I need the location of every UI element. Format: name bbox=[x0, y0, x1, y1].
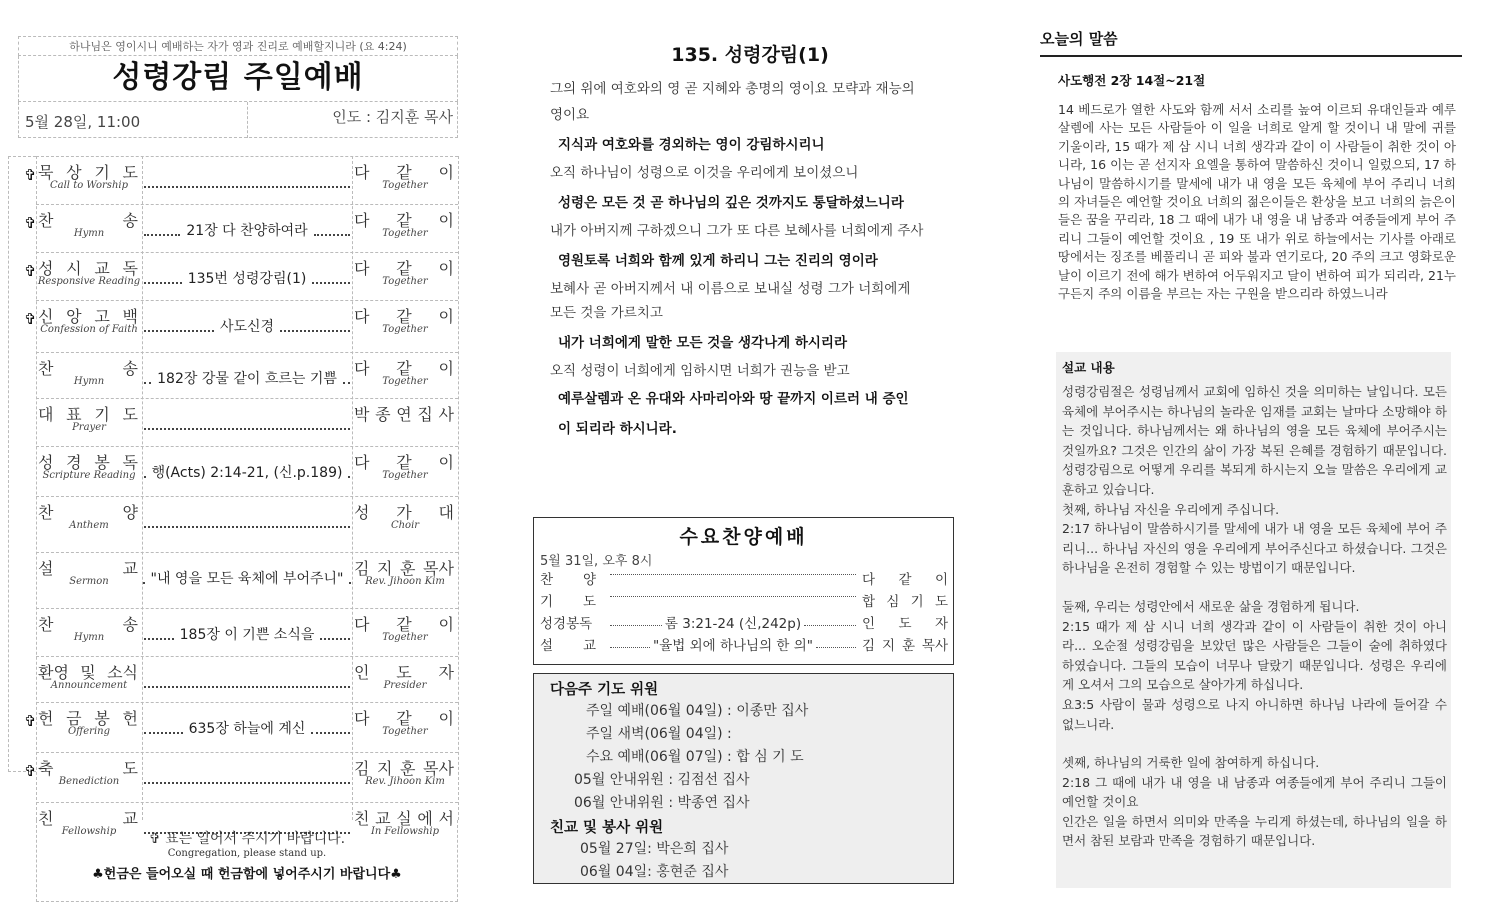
sermon-paragraph: 성령강림절은 성령님께서 교회에 임하신 것을 의미하는 날입니다. 모든 육체에 부어주시는 하나님의 놀라운 임재를 교회는 날마다 소망해야 하는 것입니다. 하나님께서는 왜 하나님의 영을 모든 육체에 부어주시는 것일까요? 그것은 인간의 삶이 가장 복된 은혜를 경험하기 때문입니다. 성령강림으로 어떻게 우리를 복되게 하시는지 오늘 말씀은 우리에게 교훈하고 있습니다. bbox=[1062, 384, 1447, 497]
label-glyph: 인 bbox=[862, 616, 876, 632]
column-divider bbox=[36, 156, 37, 820]
service-item-detail-text: 185장 이 기쁜 소식을 bbox=[179, 627, 315, 643]
standing-cross-icon: ✞ bbox=[24, 166, 37, 184]
label-glyph: 다 bbox=[354, 259, 370, 278]
sermon-paragraph: 둘째, 우리는 성령안에서 새로운 삶을 경험하게 됩니다. bbox=[1062, 598, 1360, 614]
service-item-detail bbox=[142, 498, 352, 546]
label-glyph: 도 bbox=[934, 594, 948, 610]
standing-cross-icon: ✞ bbox=[24, 762, 37, 780]
label-glyph: 다 bbox=[354, 709, 370, 728]
service-date: 5월 28일, 11:00 bbox=[25, 113, 141, 131]
sermon-summary bbox=[1056, 352, 1451, 888]
service-item-person-english: Together bbox=[382, 726, 428, 737]
service-item-row bbox=[24, 158, 458, 206]
label-glyph: 이 bbox=[438, 259, 454, 278]
dotted-leader bbox=[610, 596, 856, 597]
dotted-leader bbox=[320, 638, 350, 640]
label-glyph: 성 bbox=[354, 503, 370, 522]
label-glyph: 목사 bbox=[423, 559, 454, 578]
label-glyph: 훈 bbox=[400, 759, 416, 778]
service-item-english: Announcement bbox=[50, 680, 128, 691]
label-glyph: 이 bbox=[934, 572, 948, 588]
passage-text: 14 베드로가 열한 사도와 함께 서서 소리를 높여 이르되 유대인들과 예루살렘에 사는 모든 사람들아 이 일을 너희로 알게 할 것이니 내 말에 귀를 기울이라, 15 때가 제 삼 시니 너희 생각과 같이 이 사람들이 취한 것이 아니라, 16 이는 곧 선지자 요엘을 통하여 말씀하신 것이니 일렀으되, 17 하나님이 말씀하시기를 말세에 내가 내 영을 모든 육체에 부어 주리니 너희의 자녀들은 예언할 것이요 너희의 젊은이들은 환상을 보고 너희의 늙은이들은 꿈을 꾸리라, 18 그 때에 내가 내 영을 내 남종과 여종들에게 부어 주리니 그들이 예언할 것이요 , 19 또 내가 위로 하늘에서는 기사를 아래로 땅에서는 징조를 베풀리니 곧 피와 불과 연기로다, 20 주의 크고 영화로운 날이 이르기 전에 해가 변하여 어두워지고 달이 변하여 피가 되리라, 21누구든지 주의 이름을 부르는 자는 구원을 받으리라 하였느니라 bbox=[1058, 102, 1457, 302]
standing-marker-column bbox=[8, 156, 36, 772]
label-glyph: 서 bbox=[438, 809, 454, 828]
service-item-detail bbox=[142, 206, 352, 254]
service-item-english: Prayer bbox=[72, 422, 106, 433]
service-item-english: Anthem bbox=[69, 520, 109, 531]
reading-leader-line: 보혜사 곧 아버지께서 내 이름으로 보내실 성령 그가 너희에게 bbox=[550, 281, 911, 297]
label-glyph: 신 bbox=[38, 307, 54, 326]
wednesday-item-detail bbox=[610, 634, 856, 654]
label-glyph: 친 bbox=[354, 809, 370, 828]
dotted-leader bbox=[610, 574, 856, 575]
label-glyph: 훈 bbox=[400, 559, 416, 578]
label-glyph: 같 bbox=[898, 572, 912, 588]
service-item-person-english: Together bbox=[382, 470, 428, 481]
label-glyph: 이 bbox=[438, 615, 454, 634]
label-glyph: 봉 bbox=[94, 709, 110, 728]
service-item-person-english: Together bbox=[382, 632, 428, 643]
label-glyph: 에 bbox=[417, 809, 433, 828]
column-divider bbox=[352, 156, 353, 820]
sermon-paragraph: 2:15 때가 제 삼 시니 너희 생각과 같이 이 사람들이 취한 것이 아니라... 오순절 성령강림을 보았던 많은 사람들은 그들이 술에 취하였다 하였습니다. 그들의 모습이 너무나 달랐기 때문입니다. 성령은 우리에게 오셔서 그의 모습으로 살아가게 하십니다. bbox=[1062, 618, 1447, 693]
row-divider bbox=[36, 752, 458, 753]
service-item-person-english: Together bbox=[382, 276, 428, 287]
sermon-paragraph: 요3:5 사람이 물과 성령으로 나지 아니하면 하나님 나라에 들어갈 수 없느니라. bbox=[1062, 696, 1447, 732]
service-item-person-english: Together bbox=[382, 180, 428, 191]
label-glyph: 목사 bbox=[423, 759, 454, 778]
label-glyph: 묵 bbox=[38, 163, 54, 182]
label-glyph: 교 bbox=[122, 559, 138, 578]
dotted-leader bbox=[343, 382, 350, 384]
label-glyph: 다 bbox=[354, 453, 370, 472]
wednesday-item-detail bbox=[610, 612, 856, 632]
label-glyph: 송 bbox=[122, 359, 138, 378]
stand-notice: ✞ 표는 일어서 주시기 바랍니다. bbox=[148, 831, 346, 847]
label-glyph: 도 bbox=[396, 663, 412, 682]
reading-response-line: 예루살렘과 온 유대와 사마리아와 땅 끝까지 이르러 내 증인 bbox=[558, 391, 909, 407]
label-glyph: 이 bbox=[438, 211, 454, 230]
dotted-leader bbox=[144, 782, 350, 784]
service-item-english: Benediction bbox=[58, 776, 120, 787]
service-item-person-english: Rev. Jihoon Kim bbox=[365, 776, 445, 787]
label-glyph: 목사 bbox=[921, 638, 948, 654]
label-glyph: 및 bbox=[80, 663, 96, 682]
service-title: 성령강림 주일예배 bbox=[18, 56, 458, 102]
label-glyph: 다 bbox=[354, 307, 370, 326]
wednesday-item-row bbox=[540, 634, 948, 656]
label-glyph: 같 bbox=[396, 615, 412, 634]
label-glyph: 자 bbox=[934, 616, 948, 632]
fellowship-committee-item: 06월 04일: 홍현준 집사 bbox=[580, 864, 729, 880]
service-item-english: Responsive Reading bbox=[37, 276, 141, 287]
label-glyph: 양 bbox=[122, 503, 138, 522]
label-glyph: 심 bbox=[886, 594, 900, 610]
service-item-row bbox=[36, 554, 458, 602]
row-divider bbox=[36, 702, 458, 703]
date-divider bbox=[247, 102, 248, 138]
label-glyph: 기 bbox=[910, 594, 924, 610]
row-divider bbox=[36, 656, 458, 657]
standing-cross-icon: ✞ bbox=[24, 310, 37, 328]
service-item-detail-text: 21장 다 찬양하여라 bbox=[186, 223, 308, 239]
label-glyph: 성 bbox=[38, 453, 54, 472]
bulletin-footer bbox=[36, 820, 458, 902]
word-title: 오늘의 말씀 bbox=[1040, 30, 1118, 48]
sermon-heading: 설교 내용 bbox=[1062, 360, 1115, 375]
wednesday-item-person bbox=[862, 590, 948, 610]
label-glyph: 합 bbox=[862, 594, 876, 610]
fellowship-committee-heading: 친교 및 봉사 위원 bbox=[550, 820, 664, 836]
date-row bbox=[18, 102, 458, 138]
label-glyph: 같 bbox=[396, 211, 412, 230]
label-glyph: 박 bbox=[354, 405, 370, 424]
dotted-leader bbox=[280, 330, 350, 332]
label-glyph: 금 bbox=[66, 709, 82, 728]
row-divider bbox=[36, 204, 458, 205]
service-item-english: Scripture Reading bbox=[42, 470, 136, 481]
order-of-service bbox=[18, 36, 458, 902]
row-divider bbox=[36, 608, 458, 609]
service-item-english: Hymn bbox=[73, 376, 105, 387]
sermon-paragraph: 2:17 하나님이 말씀하시기를 말세에 내가 내 영을 모든 육체에 부어 주리니... 하나님 자신의 영을 우리에게 부어주신다고 하셨습니다. 그것은 하나님을 온전히 경험할 수 있는 방법이기 때문입니다. bbox=[1062, 521, 1447, 576]
wednesday-service-box bbox=[533, 517, 954, 665]
label-glyph: 백 bbox=[122, 307, 138, 326]
service-item-person bbox=[354, 402, 454, 425]
label-glyph: 헌 bbox=[38, 709, 54, 728]
wednesday-item-detail bbox=[610, 590, 856, 597]
reading-response-line: 성령은 모든 것 곧 하나님의 깊은 것까지도 통달하셨느니라 bbox=[558, 195, 904, 211]
label-glyph: 찬 bbox=[38, 615, 54, 634]
label-glyph: 찬 bbox=[38, 211, 54, 230]
service-leader: 인도 : 김지훈 목사 bbox=[332, 108, 453, 126]
row-divider bbox=[36, 552, 458, 553]
dotted-leader bbox=[144, 330, 214, 332]
service-item-person-english: Together bbox=[382, 228, 428, 239]
label-glyph: 이 bbox=[438, 359, 454, 378]
wednesday-item-row bbox=[540, 590, 948, 612]
service-item-person-english: Rev. Jihoon Kim bbox=[365, 576, 445, 587]
sermon-paragraph: 셋째, 하나님의 거룩한 일에 참여하게 하십니다. bbox=[1062, 755, 1320, 771]
label-glyph: 집 bbox=[417, 405, 433, 424]
label-glyph: 이 bbox=[438, 709, 454, 728]
standing-cross-icon: ✞ bbox=[24, 214, 37, 232]
dotted-leader bbox=[312, 282, 350, 284]
row-divider bbox=[36, 446, 458, 447]
label-glyph: 같 bbox=[396, 259, 412, 278]
service-item-row bbox=[24, 754, 458, 802]
prayer-committee-heading: 다음주 기도 위원 bbox=[550, 682, 659, 698]
label-glyph: 도 bbox=[122, 163, 138, 182]
service-item-english: Hymn bbox=[73, 632, 105, 643]
column-divider bbox=[458, 156, 459, 820]
row-divider bbox=[36, 300, 458, 301]
label-glyph: 시 bbox=[66, 259, 82, 278]
label-glyph: 연 bbox=[396, 405, 412, 424]
sermon-paragraph: 인간은 일을 하면서 의미와 만족을 누리게 하셨는데, 하나님의 일을 하면서 참된 보람과 만족을 경험하기 때문입니다. bbox=[1062, 813, 1447, 849]
label-glyph: 헌 bbox=[122, 709, 138, 728]
label-glyph: 도 bbox=[898, 616, 912, 632]
reading-leader-line: 내가 아버지께 구하겠으니 그가 또 다른 보혜사를 너희에게 주사 bbox=[550, 223, 924, 239]
service-item-detail bbox=[142, 610, 352, 658]
dotted-leader bbox=[314, 234, 350, 236]
service-item-row bbox=[36, 354, 458, 402]
label-glyph: 지 bbox=[377, 559, 393, 578]
sermon-paragraph: 2:18 그 때에 내가 내 영을 내 남종과 여종들에게 부어 주리니 그들이 예언할 것이요 bbox=[1062, 774, 1447, 810]
scripture-verse: 하나님은 영이시니 예배하는 자가 영과 진리로 예배할지니라 (요 4:24) bbox=[18, 36, 458, 56]
label-glyph: 기 bbox=[540, 594, 554, 610]
label-glyph: 독 bbox=[122, 259, 138, 278]
column-divider bbox=[142, 156, 143, 820]
dotted-leader bbox=[610, 647, 650, 648]
label-glyph: 도 bbox=[122, 405, 138, 424]
dotted-leader bbox=[144, 428, 350, 430]
row-divider bbox=[36, 802, 458, 803]
label-glyph: 경 bbox=[66, 453, 82, 472]
label-glyph: 대 bbox=[438, 503, 454, 522]
label-glyph: 축 bbox=[38, 759, 54, 778]
label-glyph: 다 bbox=[354, 359, 370, 378]
label-glyph: 대 bbox=[38, 405, 54, 424]
reading-response-line: 영원토록 너희와 함께 있게 하리니 그는 진리의 영이라 bbox=[558, 253, 878, 269]
row-divider bbox=[36, 352, 458, 353]
row-divider bbox=[36, 398, 458, 399]
wednesday-date: 5월 31일, 오후 8시 bbox=[540, 554, 653, 569]
label-glyph: 설 bbox=[540, 638, 554, 654]
reading-leader-line: 영이요 bbox=[550, 107, 590, 123]
service-item-detail bbox=[142, 302, 352, 350]
label-glyph: 찬 bbox=[38, 359, 54, 378]
service-item-person-english: Together bbox=[382, 376, 428, 387]
wednesday-item-name bbox=[540, 568, 596, 588]
service-item-english: Call to Worship bbox=[50, 180, 128, 191]
service-item-detail bbox=[142, 158, 352, 206]
dotted-leader bbox=[144, 638, 174, 640]
service-item-english: Offering bbox=[67, 726, 111, 737]
prayer-committee-item: 06월 안내위원 : 박종연 집사 bbox=[574, 795, 750, 811]
label-glyph: 송 bbox=[122, 615, 138, 634]
service-item-detail bbox=[142, 448, 352, 496]
label-glyph: 상 bbox=[66, 163, 82, 182]
prayer-committee-item: 05월 안내위원 : 김점선 집사 bbox=[574, 772, 750, 788]
label-glyph: 양 bbox=[582, 572, 596, 588]
dotted-leader bbox=[144, 282, 182, 284]
label-glyph: 다 bbox=[354, 163, 370, 182]
label-glyph: 훈 bbox=[901, 638, 915, 654]
wednesday-item-name bbox=[540, 634, 596, 654]
service-item-detail-text: 사도신경 bbox=[219, 319, 275, 335]
dotted-leader bbox=[610, 625, 662, 626]
committee-box bbox=[533, 673, 954, 884]
label-glyph: 설 bbox=[38, 559, 54, 578]
reading-response-line: 이 되리라 하시니라. bbox=[558, 421, 677, 437]
label-glyph: 같 bbox=[396, 163, 412, 182]
service-item-detail-text: "내 영을 모든 육체에 부어주니" bbox=[150, 571, 344, 587]
label-glyph: 독 bbox=[122, 453, 138, 472]
wednesday-item-name bbox=[540, 590, 596, 610]
service-item-row bbox=[24, 704, 458, 752]
label-glyph: 친 bbox=[38, 809, 54, 828]
service-item-row bbox=[24, 206, 458, 254]
prayer-committee-item: 주일 예배(06월 04일) : 이종만 집사 bbox=[586, 703, 809, 719]
service-item-english: Sermon bbox=[69, 576, 109, 587]
label-glyph: 기 bbox=[94, 405, 110, 424]
label-glyph: 성 bbox=[38, 259, 54, 278]
service-item-detail-text: 행(Acts) 2:14-21, (신.p.189) bbox=[151, 465, 343, 481]
service-item-detail-text: 135번 성령강림(1) bbox=[187, 271, 307, 287]
service-item-row bbox=[36, 400, 458, 448]
service-item-english: Fellowship bbox=[61, 826, 117, 837]
word-title-rule bbox=[1040, 55, 1462, 57]
label-glyph: 다 bbox=[354, 211, 370, 230]
label-glyph: 김 bbox=[862, 638, 876, 654]
reading-leader-line: 오직 하나님이 성령으로 이것을 우리에게 보이셨으니 bbox=[550, 165, 859, 181]
service-item-person-english: Together bbox=[382, 324, 428, 335]
dotted-leader bbox=[804, 625, 856, 626]
service-item-detail bbox=[142, 400, 352, 448]
passage-reference: 사도행전 2장 14절~21절 bbox=[1058, 73, 1206, 88]
label-glyph: 환영 bbox=[38, 663, 69, 682]
dotted-leader bbox=[144, 526, 350, 528]
label-glyph: 도 bbox=[122, 759, 138, 778]
wednesday-item-detail bbox=[610, 568, 856, 575]
label-glyph: 같 bbox=[396, 453, 412, 472]
dotted-leader bbox=[144, 186, 350, 188]
service-item-row bbox=[24, 254, 458, 302]
wednesday-title: 수요찬양예배 bbox=[679, 526, 808, 548]
stand-notice-english: Congregation, please stand up. bbox=[167, 848, 327, 859]
service-item-person-english: Presider bbox=[383, 680, 427, 691]
label-glyph: 인 bbox=[354, 663, 370, 682]
service-item-row bbox=[36, 610, 458, 658]
reading-response-line: 지식과 여호와를 경외하는 영이 강림하시리니 bbox=[558, 137, 825, 153]
dotted-leader bbox=[311, 732, 350, 734]
prayer-committee-item: 수요 예배(06월 07일) : 합 심 기 도 bbox=[586, 749, 804, 765]
label-glyph: 같 bbox=[396, 359, 412, 378]
wednesday-item-person bbox=[862, 634, 948, 654]
service-item-detail bbox=[142, 658, 352, 706]
prayer-committee-item: 주일 새벽(06월 04일) : bbox=[586, 726, 732, 742]
dotted-leader bbox=[816, 647, 856, 648]
wednesday-item-name: 성경봉독 bbox=[540, 616, 593, 632]
row-divider bbox=[36, 252, 458, 253]
service-item-detail bbox=[142, 354, 352, 402]
reading-leader-line: 그의 위에 여호와의 영 곧 지혜와 총명의 영이요 모략과 재능의 bbox=[550, 81, 915, 97]
label-glyph: 도 bbox=[582, 594, 596, 610]
wednesday-item-detail-text: "율법 외에 하나님의 한 의" bbox=[653, 638, 813, 654]
dotted-leader bbox=[144, 732, 183, 734]
dotted-leader bbox=[144, 382, 151, 384]
reading-leader-line: 모든 것을 가르치고 bbox=[550, 305, 663, 321]
label-glyph: 지 bbox=[377, 759, 393, 778]
service-item-detail bbox=[142, 554, 352, 602]
label-glyph: 교 bbox=[375, 809, 391, 828]
standing-cross-icon: ✞ bbox=[24, 712, 37, 730]
dotted-leader bbox=[144, 234, 180, 236]
reading-leader-line: 오직 성령이 너희에게 임하시면 너희가 권능을 받고 bbox=[550, 363, 850, 379]
label-glyph: 종 bbox=[375, 405, 391, 424]
label-glyph: 다 bbox=[862, 572, 876, 588]
label-glyph: 같 bbox=[396, 709, 412, 728]
sermon-paragraphs bbox=[1062, 382, 1447, 851]
wednesday-item-person bbox=[862, 568, 948, 588]
service-item-english: Confession of Faith bbox=[40, 324, 138, 335]
label-glyph: 교 bbox=[122, 809, 138, 828]
label-glyph: 지 bbox=[881, 638, 896, 654]
label-glyph: 김 bbox=[354, 559, 370, 578]
label-glyph: 김 bbox=[354, 759, 370, 778]
reading-response-line: 내가 너희에게 말한 모든 것을 생각나게 하시리라 bbox=[558, 335, 848, 351]
label-glyph: 다 bbox=[354, 615, 370, 634]
label-glyph: 봉 bbox=[94, 453, 110, 472]
label-glyph: 실 bbox=[396, 809, 412, 828]
label-glyph: 교 bbox=[582, 638, 596, 654]
label-glyph: 이 bbox=[438, 453, 454, 472]
offering-notice: ♣헌금은 들어오실 때 헌금함에 넣어주시기 바랍니다♣ bbox=[92, 867, 402, 882]
service-item-detail-text: 182장 강물 같이 흐르는 기쁨 bbox=[157, 371, 337, 387]
label-glyph: 사 bbox=[438, 405, 454, 424]
label-glyph: 송 bbox=[122, 211, 138, 230]
fellowship-committee-item: 05월 27일: 박은희 집사 bbox=[580, 841, 729, 857]
label-glyph: 교 bbox=[94, 259, 110, 278]
service-item-english: Hymn bbox=[73, 228, 105, 239]
service-item-row bbox=[36, 448, 458, 496]
service-item-row bbox=[36, 658, 458, 706]
label-glyph: 앙 bbox=[66, 307, 82, 326]
label-glyph: 같 bbox=[396, 307, 412, 326]
label-glyph: 찬 bbox=[540, 572, 554, 588]
sermon-paragraph: 첫째, 하나님 자신을 우리에게 주십니다. bbox=[1062, 501, 1280, 517]
wednesday-item-row bbox=[540, 612, 948, 634]
service-item-detail bbox=[142, 754, 352, 802]
label-glyph: 고 bbox=[94, 307, 110, 326]
row-divider bbox=[36, 496, 458, 497]
label-glyph: 자 bbox=[438, 663, 454, 682]
label-glyph: 기 bbox=[94, 163, 110, 182]
service-item-person-english: Choir bbox=[390, 520, 420, 531]
label-glyph: 표 bbox=[66, 405, 82, 424]
reading-title: 135. 성령강림(1) bbox=[671, 44, 829, 66]
service-item-detail-text: 635장 하늘에 계신 bbox=[188, 721, 306, 737]
wednesday-item-person bbox=[862, 612, 948, 632]
service-item-person-english: In Fellowship bbox=[370, 826, 440, 837]
wednesday-item-row bbox=[540, 568, 948, 590]
label-glyph: 소식 bbox=[107, 663, 138, 682]
wednesday-item-detail-text: 롬 3:21-24 (신,242p) bbox=[664, 616, 802, 632]
label-glyph: 가 bbox=[396, 503, 412, 522]
label-glyph: 이 bbox=[438, 163, 454, 182]
dotted-leader bbox=[144, 686, 350, 688]
service-item-row bbox=[36, 498, 458, 546]
service-item-row bbox=[24, 302, 458, 350]
row-divider bbox=[36, 156, 458, 157]
label-glyph: 이 bbox=[438, 307, 454, 326]
label-glyph: 찬 bbox=[38, 503, 54, 522]
service-item-detail bbox=[142, 254, 352, 302]
service-item-detail bbox=[142, 704, 352, 752]
standing-cross-icon: ✞ bbox=[24, 262, 37, 280]
